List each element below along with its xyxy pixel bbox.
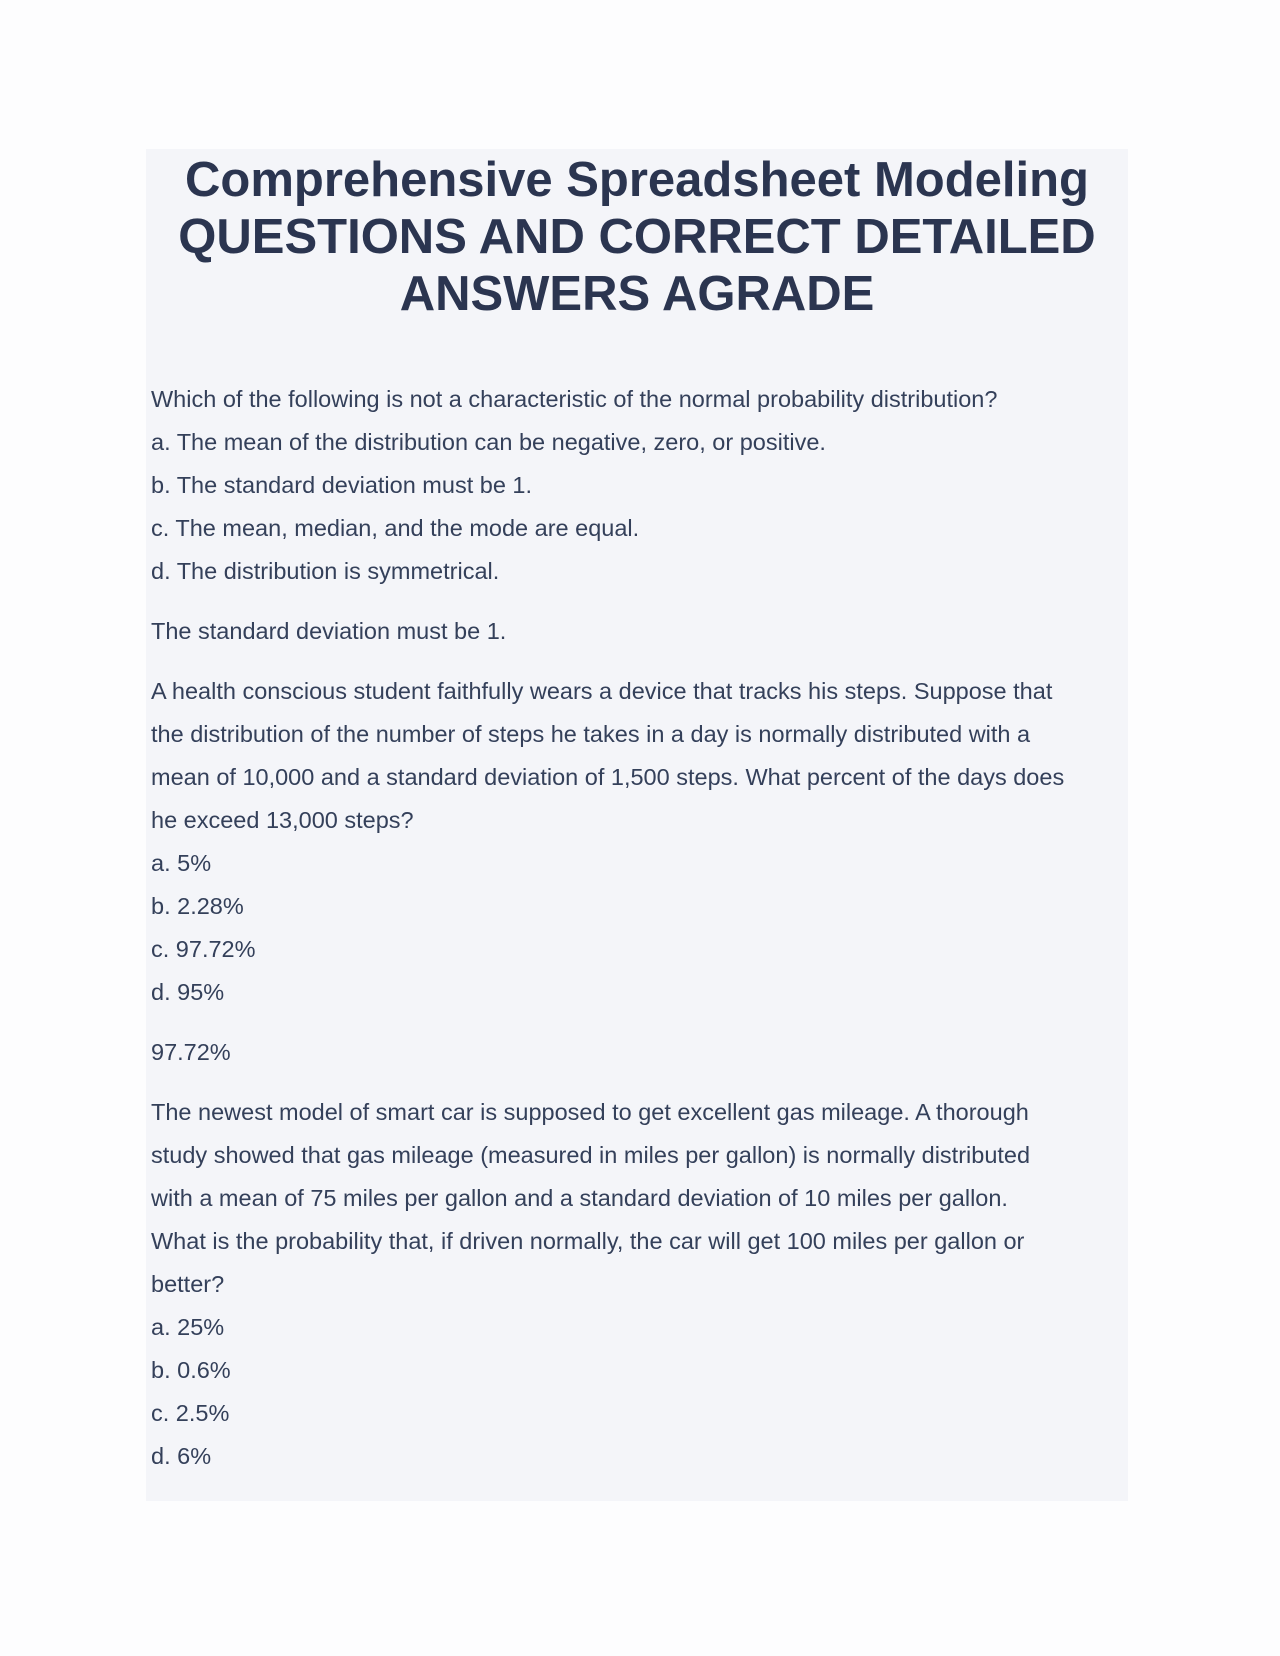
option-b: b. 2.28% [151,893,244,919]
question-text-line: A health conscious student faithfully wears a device that tracks his steps. Suppose that [151,678,1053,704]
question-text-line: What is the probability that, if driven normally, the car will get 100 miles per gallon or [151,1228,1025,1254]
option-d: d. 95% [151,979,225,1005]
spacer [151,1014,1126,1031]
option-c: c. 2.5% [151,1400,230,1426]
option-a: a. The mean of the distribution can be negative, zero, or positive. [151,429,826,455]
title-line-1: Comprehensive Spreadsheet Modeling [185,153,1089,207]
document-title [146,152,1128,323]
answer-text: The standard deviation must be 1. [151,618,507,644]
question-text-line: he exceed 13,000 steps? [151,807,414,833]
spacer [151,1074,1126,1091]
option-a: a. 5% [151,850,212,876]
question-block-2 [151,670,1126,1074]
title-line-3: ANSWERS AGRADE [399,267,875,321]
title-line-2: QUESTIONS AND CORRECT DETAILED [178,210,1096,264]
question-text: Which of the following is not a characteristic of the normal probability distribution? [151,386,998,412]
option-c: c. The mean, median, and the mode are equal. [151,515,640,541]
option-d: d. The distribution is symmetrical. [151,558,500,584]
question-text-line: The newest model of smart car is supposed to get excellent gas mileage. A thorough [151,1099,1029,1125]
question-text-line: with a mean of 75 miles per gallon and a standard deviation of 10 miles per gallon. [151,1185,1008,1211]
question-block-3 [151,1091,1126,1478]
option-c: c. 97.72% [151,936,256,962]
question-text-line: the distribution of the number of steps he takes in a day is normally distributed with a [151,721,1031,747]
answer-text: 97.72% [151,1039,231,1065]
option-d: d. 6% [151,1443,212,1469]
option-b: b. 0.6% [151,1357,231,1383]
question-block-1 [151,378,1126,653]
document-body [151,378,1126,1478]
spacer [151,593,1126,610]
option-b: b. The standard deviation must be 1. [151,472,533,498]
spacer [151,653,1126,670]
question-text-line: study showed that gas mileage (measured in miles per gallon) is normally distributed [151,1142,1031,1168]
question-text-line: better? [151,1271,225,1297]
option-a: a. 25% [151,1314,225,1340]
question-text-line: mean of 10,000 and a standard deviation of 1,500 steps. What percent of the days does [151,764,1065,790]
